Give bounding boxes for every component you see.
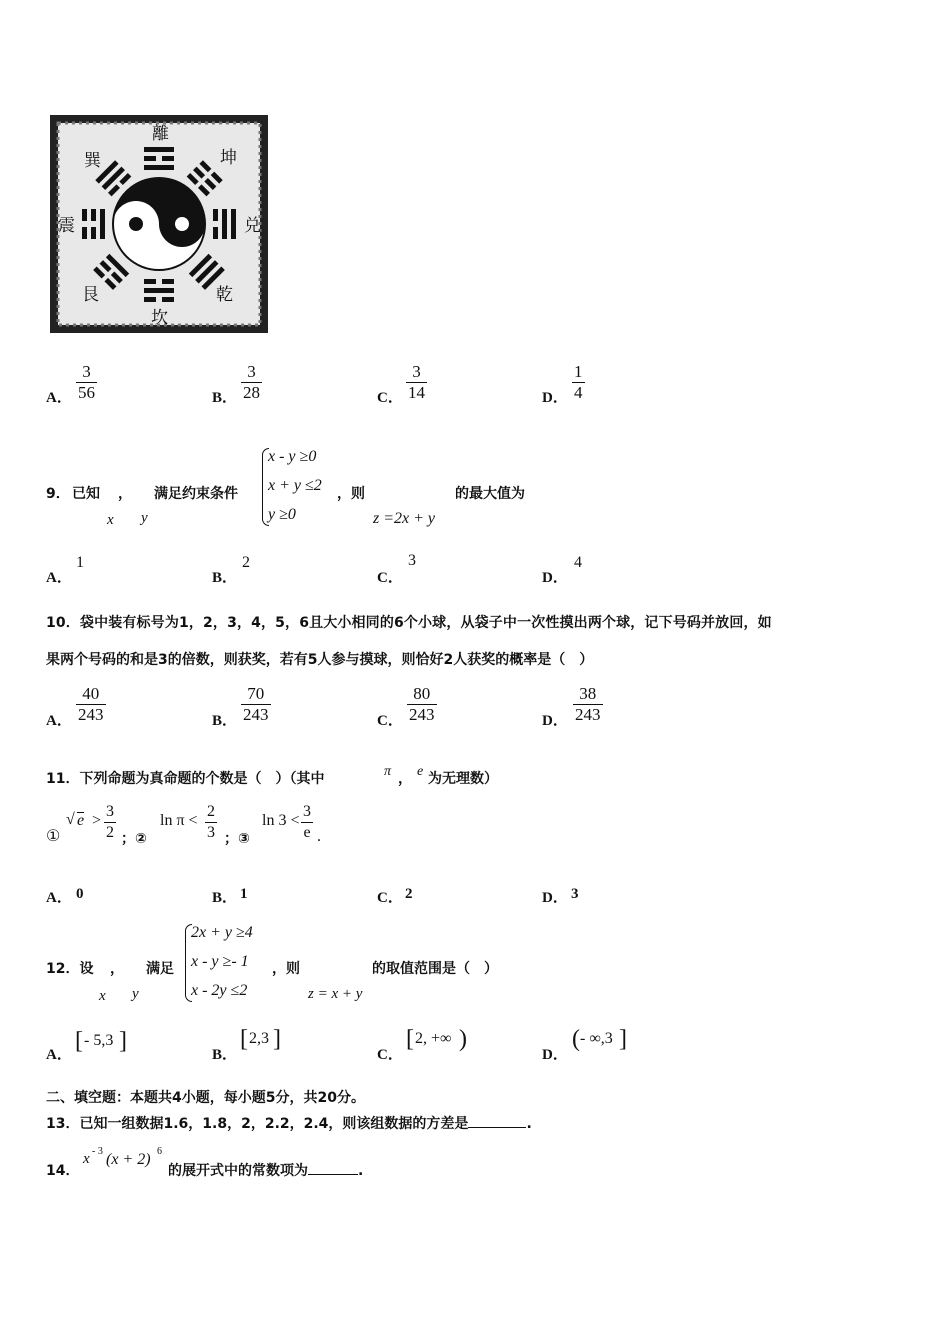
q14-exp: - 3	[92, 1146, 103, 1157]
q10-option-c-value: $\frac{80}{243}$	[409, 684, 435, 724]
q12-var-y: y	[132, 986, 139, 1002]
q9-option-a-value: 1	[76, 554, 84, 571]
q14-text: 的展开式中的常数项为	[168, 1163, 308, 1179]
q10-option-d-value: $\frac{38}{243}$	[575, 684, 601, 724]
trigram-label-bottom-left: 艮	[82, 285, 99, 304]
q12-constraint-1: 2x + y ≥4	[191, 924, 253, 941]
trigram-label-top: 離	[152, 124, 169, 143]
right-bracket-icon: ]	[119, 1028, 127, 1054]
q11-option-c-value: 2	[405, 886, 413, 902]
q11-s1-lhs: e	[77, 812, 85, 829]
q12-objective: z = x + y	[308, 986, 363, 1002]
q12-option-b-value: 2,3	[249, 1030, 269, 1047]
q9-constraint-1: x - y ≥0	[268, 448, 317, 465]
left-bracket-icon: [	[406, 1026, 414, 1052]
left-paren-icon: (	[572, 1026, 580, 1052]
q12-option-a-letter: A．	[46, 1047, 72, 1063]
q14-number: 14．	[46, 1163, 80, 1179]
q9-constraint-3: y ≥0	[268, 506, 296, 523]
q12-option-d-value: - ∞,3	[580, 1030, 613, 1047]
q9-constraint-2: x + y ≤2	[268, 477, 322, 494]
q14-paren: (x + 2)	[106, 1151, 151, 1168]
q8-option-b-value: $\frac{3}{28}$	[243, 362, 260, 402]
q8-option-c-letter: C．	[377, 390, 403, 406]
q9-text-4: 的最大值为	[455, 486, 525, 502]
q9-option-c-letter: C．	[377, 570, 403, 586]
trigram-label-bottom-right: 乾	[216, 285, 233, 304]
q8-option-a-value: $\frac{3}{56}$	[78, 362, 95, 402]
q13-end: .	[526, 1116, 532, 1132]
q12-constraint-3: x - 2y ≤2	[191, 982, 248, 999]
q10-option-b-letter: B．	[212, 713, 238, 729]
q12-option-b-letter: B．	[212, 1047, 238, 1063]
q9-text-2: 满足约束条件	[154, 486, 238, 502]
q11-s3-lhs: ln 3 <	[262, 812, 300, 829]
q9-option-d-letter: D．	[542, 570, 568, 586]
right-bracket-icon: ]	[619, 1026, 627, 1052]
trigram-label-top-right: 坤	[220, 148, 237, 167]
q11-sep-1: ；②	[121, 831, 147, 847]
right-bracket-icon: ]	[273, 1026, 281, 1052]
trigram-label-right: 兑	[244, 216, 261, 235]
q11-option-b-letter: B．	[212, 890, 238, 906]
q14-end: .	[358, 1163, 364, 1179]
q12-constraint-2: x - y ≥- 1	[191, 953, 249, 970]
q12-var-x: x	[99, 988, 106, 1004]
q9-text-1: 已知	[72, 486, 100, 502]
q9-var-x: x	[107, 512, 114, 528]
q10-option-d-letter: D．	[542, 713, 568, 729]
q12-text-2: 满足	[146, 961, 174, 977]
section-2-heading: 二、填空题：本题共4小题，每小题5分，共20分。	[46, 1090, 365, 1106]
q11-option-c-letter: C．	[377, 890, 403, 906]
trigram-label-left: 震	[58, 216, 75, 235]
q12-option-c-letter: C．	[377, 1047, 403, 1063]
q9-option-d-value: 4	[574, 554, 582, 571]
q11-option-a-value: 0	[76, 886, 84, 902]
q11-option-d-value: 3	[571, 886, 579, 902]
left-bracket-icon: [	[240, 1026, 248, 1052]
q8-option-d-letter: D．	[542, 390, 568, 406]
q12-number: 12．设	[46, 961, 94, 977]
q13-answer-blank	[468, 1113, 526, 1128]
q10-option-c-letter: C．	[377, 713, 403, 729]
trigram-label-top-left: 巽	[84, 151, 101, 170]
q11-pi: π	[384, 764, 392, 779]
q13-text: 13．已知一组数据1.6，1.8，2，2.2，2.4，则该组数据的方差是	[46, 1116, 469, 1132]
q9-option-b-value: 2	[242, 554, 250, 571]
q14-tail	[168, 1160, 363, 1180]
q11-s2-frac: $\frac{2}{3}$	[207, 803, 215, 841]
q14-base: x	[83, 1151, 90, 1167]
q8-option-c-value: $\frac{3}{14}$	[408, 362, 425, 402]
q9-comma: ，	[118, 486, 132, 502]
q9-var-y: y	[141, 510, 148, 526]
q9-option-a-letter: A．	[46, 570, 72, 586]
q11-marker-1: ①	[46, 828, 61, 845]
q12-option-c-value: 2, +∞	[415, 1030, 452, 1047]
question-13	[46, 1113, 532, 1133]
left-bracket-icon: [	[75, 1028, 83, 1054]
q11-s1-op: >	[92, 812, 102, 829]
q12-text-3: ，则	[272, 961, 300, 977]
q11-e: e	[417, 764, 424, 779]
q9-option-b-letter: B．	[212, 570, 238, 586]
q14-pow: 6	[157, 1146, 162, 1157]
right-paren-icon: )	[459, 1026, 467, 1052]
q9-option-c-value: 3	[408, 552, 416, 569]
q11-option-d-letter: D．	[542, 890, 568, 906]
q8-option-b-letter: B．	[212, 390, 238, 406]
q12-option-a-value: - 5,3	[84, 1032, 114, 1049]
q11-sep-2: ；③	[224, 831, 250, 847]
q9-number: 9．	[46, 486, 70, 502]
q12-text-4: 的取值范围是（ ）	[372, 961, 498, 977]
q8-option-d-value: $\frac{1}{4}$	[574, 362, 583, 402]
q10-option-a-value: $\frac{40}{243}$	[78, 684, 104, 724]
q12-comma: ，	[110, 961, 124, 977]
q11-stem-a: 11．下列命题为真命题的个数是（ ）（其中	[46, 771, 325, 787]
q11-s3-frac: $\frac{3}{e}$	[303, 803, 311, 841]
q12-option-d-letter: D．	[542, 1047, 568, 1063]
trigram-label-bottom: 坎	[151, 308, 168, 327]
q14-answer-blank	[308, 1160, 358, 1175]
q9-objective: z =2x + y	[373, 510, 436, 527]
q11-comma: ，	[398, 771, 412, 787]
sqrt-icon: √	[66, 811, 75, 828]
q11-s1-frac: $\frac{3}{2}$	[106, 803, 114, 841]
q11-stem-b: 为无理数）	[428, 771, 498, 787]
q11-option-b-value: 1	[240, 886, 248, 902]
q10-stem-line-1: 10．袋中装有标号为1，2，3，4，5，6且大小相同的6个小球，从袋子中一次性摸出两个球，记下号码并放回，如	[46, 615, 772, 631]
q10-option-a-letter: A．	[46, 713, 72, 729]
q11-s2-lhs: ln π <	[160, 812, 198, 829]
q10-stem-line-2: 果两个号码的和是3的倍数，则获奖，若有5人参与摸球，则恰好2人获奖的概率是（ ）	[46, 652, 594, 668]
q11-end: .	[317, 828, 321, 845]
q8-option-a-letter: A．	[46, 390, 72, 406]
q9-text-3: ，则	[337, 486, 365, 502]
q10-option-b-value: $\frac{70}{243}$	[243, 684, 269, 724]
q11-option-a-letter: A．	[46, 890, 72, 906]
